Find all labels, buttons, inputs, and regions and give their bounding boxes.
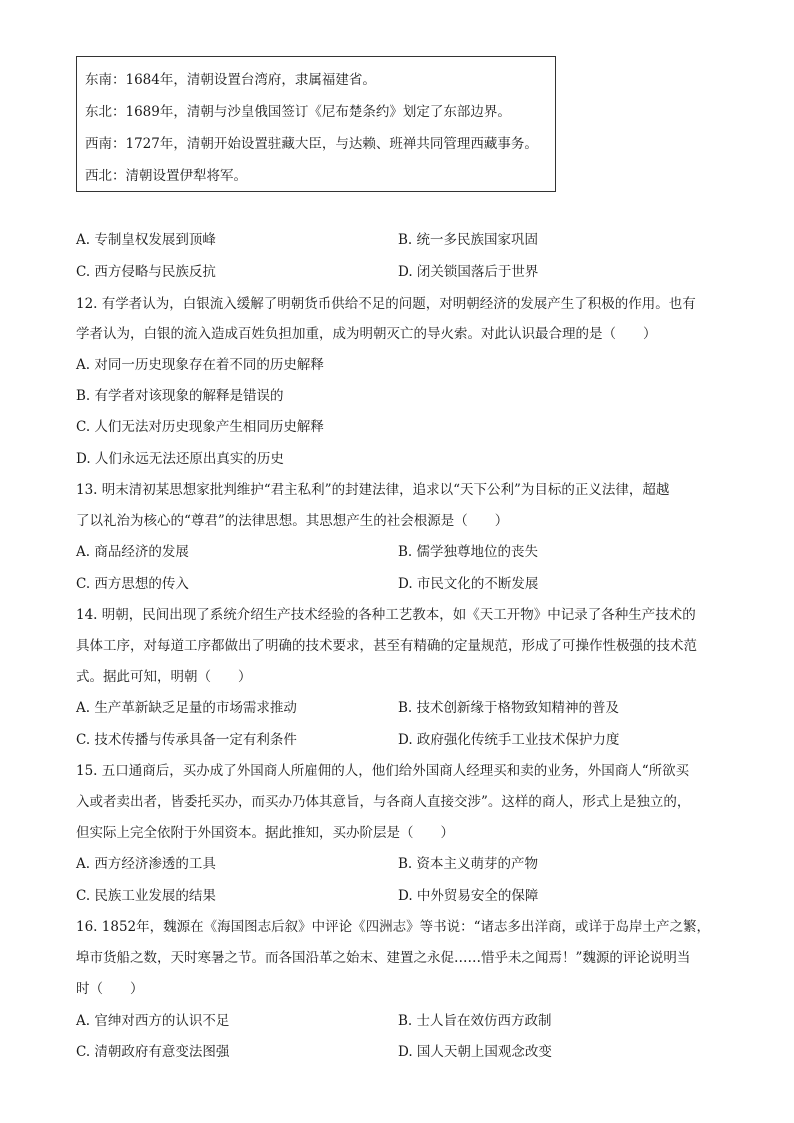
q12-stem-line-2: 学者认为，白银的流入造成百姓负担加重，成为明朝灭亡的导火索。对此认识最合理的是（ ） bbox=[76, 326, 657, 342]
q16-option-b: B. 士人旨在效仿西方政制 bbox=[398, 1013, 552, 1029]
q13-option-a: A. 商品经济的发展 bbox=[76, 544, 189, 560]
q11-option-b: B. 统一多民族国家巩固 bbox=[398, 232, 539, 248]
q15-stem-line-1: 15. 五口通商后，买办成了外国商人所雇佣的人，他们给外国商人经理买和卖的业务，外国商人“所欲买 bbox=[76, 763, 690, 779]
q13-option-c: C. 西方思想的传入 bbox=[76, 576, 189, 592]
q16-stem-line-2: 埠市货船之数，天时寒暑之节。而各国沿革之始末、建置之永促……惜乎未之闻焉！”魏源的评论说明当 bbox=[76, 950, 691, 966]
q12-option-d: D. 人们永远无法还原出真实的历史 bbox=[76, 451, 284, 467]
q13-option-d: D. 市民文化的不断发展 bbox=[398, 576, 539, 592]
q12-option-b: B. 有学者对该现象的解释是错误的 bbox=[76, 388, 284, 404]
q16-stem-line-1: 16. 1852年，魏源在《海国图志后叙》中评论《四洲志》等书说：“诸志多出洋商，或详于岛岸土产之繁， bbox=[76, 919, 711, 935]
q13-stem-line-1: 13. 明末清初某思想家批判维护“君主私利”的封建法律，追求以“天下公利”为目标的正义法律，超越 bbox=[76, 482, 670, 498]
q11-option-a: A. 专制皇权发展到顶峰 bbox=[76, 232, 216, 248]
q13-option-b: B. 儒学独尊地位的丧失 bbox=[398, 544, 539, 560]
q16-option-d: D. 国人天朝上国观念改变 bbox=[398, 1044, 552, 1060]
q15-option-c: C. 民族工业发展的结果 bbox=[76, 888, 216, 904]
q12-stem-line-1: 12. 有学者认为，白银流入缓解了明朝货币供给不足的问题，对明朝经济的发展产生了积极的作用。也有 bbox=[76, 296, 696, 312]
q14-stem-line-1: 14. 明朝，民间出现了系统介绍生产技术经验的各种工艺教本，如《天工开物》中记录了各种生产技术的 bbox=[76, 607, 696, 623]
q14-option-d: D. 政府强化传统手工业技术保护力度 bbox=[398, 732, 620, 748]
q14-option-a: A. 生产革新缺乏足量的市场需求推动 bbox=[76, 700, 297, 716]
source-line-southwest: 西南：1727年，清朝开始设置驻藏大臣，与达赖、班禅共同管理西藏事务。 bbox=[85, 136, 538, 152]
q14-stem-line-2: 具体工序，对每道工序都做出了明确的技术要求，甚至有精确的定量规范，形成了可操作性极强的技术范 bbox=[76, 638, 697, 654]
q15-option-d: D. 中外贸易安全的保障 bbox=[398, 888, 539, 904]
q16-option-a: A. 官绅对西方的认识不足 bbox=[76, 1013, 230, 1029]
q16-option-c: C. 清朝政府有意变法图强 bbox=[76, 1044, 230, 1060]
q15-stem-line-2: 入或者卖出者，皆委托买办，而买办乃体其意旨，与各商人直接交涉”。这样的商人，形式上是独立的， bbox=[76, 794, 691, 810]
source-line-southeast: 东南：1684年，清朝设置台湾府，隶属福建省。 bbox=[85, 72, 376, 88]
source-material-box bbox=[76, 56, 556, 192]
q16-stem-line-3: 时（ ） bbox=[76, 981, 144, 997]
q14-stem-line-3: 式。据此可知，明朝（ ） bbox=[76, 669, 252, 685]
q15-option-a: A. 西方经济渗透的工具 bbox=[76, 856, 216, 872]
source-line-northeast: 东北：1689年，清朝与沙皇俄国签订《尼布楚条约》划定了东部边界。 bbox=[85, 104, 511, 120]
q14-option-c: C. 技术传播与传承具备一定有利条件 bbox=[76, 732, 297, 748]
q11-option-c: C. 西方侵略与民族反抗 bbox=[76, 264, 216, 280]
q15-option-b: B. 资本主义萌芽的产物 bbox=[398, 856, 539, 872]
q11-option-d: D. 闭关锁国落后于世界 bbox=[398, 264, 539, 280]
q15-stem-line-3: 但实际上完全依附于外国资本。据此推知，买办阶层是（ ） bbox=[76, 825, 454, 841]
q12-option-a: A. 对同一历史现象存在着不同的历史解释 bbox=[76, 357, 324, 373]
q12-option-c: C. 人们无法对历史现象产生相同历史解释 bbox=[76, 419, 324, 435]
q14-option-b: B. 技术创新缘于格物致知精神的普及 bbox=[398, 700, 620, 716]
q13-stem-line-2: 了以礼治为核心的“尊君”的法律思想。其思想产生的社会根源是（ ） bbox=[76, 513, 509, 529]
source-line-northwest: 西北：清朝设置伊犁将军。 bbox=[85, 168, 247, 184]
